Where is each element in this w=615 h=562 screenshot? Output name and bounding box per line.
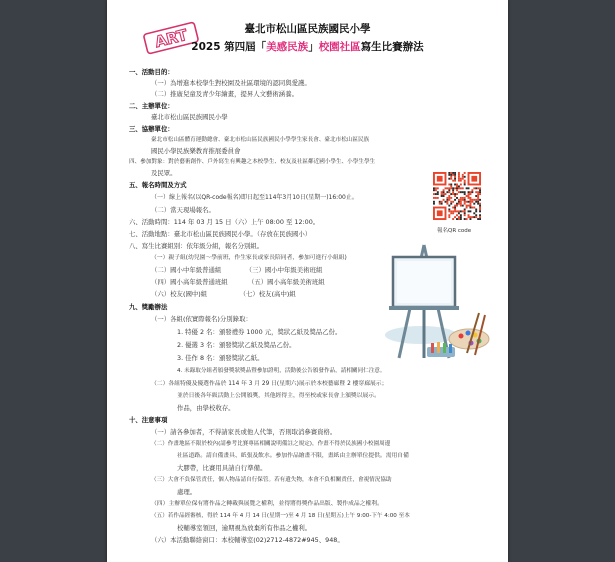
section-heading: 二、主辦單位： xyxy=(129,102,174,110)
section-heading: 五、報名時間及方式 xyxy=(129,181,187,189)
body-line: （二）各組特優及優選作品於 114 年 3 月 29 日(星期六)展示於本校藝廊暨 2 樓穿廊展示； xyxy=(151,381,388,387)
title-highlight-1: 美感民族 xyxy=(266,41,309,53)
body-line: （五）若作品經審核，得於 114 年 4 月 14 日(星期一)至 4 月 18 日(星期五)上午 9:00-下午 4:00 至本 xyxy=(151,513,410,519)
body-line: 校輔導室領回，逾期視為放棄所有作品之權利。 xyxy=(177,524,312,532)
body-line: （一）親子組(幼兒園～學前班，作生家長或家長陪同者，參加可進行小組組) xyxy=(151,255,347,261)
title-line-1: 臺北市松山區民族國民小學 xyxy=(244,23,371,35)
title-line-2: 2025 第四屆「美感民族」校園社區寫生比賽辦法 xyxy=(191,41,424,53)
qr-code-icon[interactable] xyxy=(433,172,481,220)
body-line: （三）大會不負保管責任，個人物品請自行保管。若有遺失物，本會不負相關責任，會視情況協助 xyxy=(151,477,392,483)
body-line: 3. 佳作 8 名：頒發獎狀乙紙。 xyxy=(177,354,264,362)
section-heading: 十、注意事項 xyxy=(129,416,168,424)
document-page xyxy=(107,0,508,562)
section-heading: 三、協辦單位： xyxy=(129,125,174,133)
body-line: 國民小學民族樂教育推展委員會 xyxy=(151,147,241,155)
body-line: 作品，由學校收存。 xyxy=(177,404,235,412)
body-line: 七、活動地點：臺北市松山區民族國民小學。（存放在民族國小） xyxy=(129,230,312,238)
section-heading: 九、獎勵辦法 xyxy=(129,303,168,311)
body-line: 六、活動時間：114 年 03 月 15 日（六）上午 08:00 至 12:00。 xyxy=(129,218,320,226)
body-line: （四）國小高年級普通班組 （五）國小高年級美術班組 xyxy=(151,278,325,286)
body-line: 大膠帶，比賽用具請自行準備。 xyxy=(177,464,267,472)
body-line: （二）當天現場報名。 xyxy=(151,206,215,214)
body-line: 四、參加對象：對於藝術創作、戶外寫生有興趣之本校學生、校友及社區鄰近國小學生、小學生學生 xyxy=(129,159,376,165)
body-line: （六）本活動聯絡窗口：本校輔導室(02)2712-4872#945、948。 xyxy=(151,536,344,544)
title-highlight-2: 校園社區 xyxy=(318,41,361,53)
body-line: （四）主辦單位保有將作品之轉載與展覽之權利，並得將得獎作品出版、製作成品之權利。 xyxy=(151,501,383,507)
body-line: 社區道路。請自備畫具、紙張及飲水。參加作品繪畫不限，畫紙由主辦單位提供。需用自備 xyxy=(177,453,409,459)
body-line: （一）各組(依實際報名)分別錄取： xyxy=(151,315,252,323)
body-line: （一）為增進本校學生對校園及社區環境的認同與愛護。 xyxy=(151,79,311,87)
body-line: 處理。 xyxy=(177,488,197,496)
body-line: 2. 優選 3 名：頒發獎狀乙紙及獎品乙份。 xyxy=(177,341,296,349)
body-line: （二）作畫地區不限於校內(請參考比賽專區相關說明備註之規定)，作畫不得於民族國小校園周邊 xyxy=(151,441,391,447)
body-line: 及民眾。 xyxy=(151,169,177,177)
body-line: 八、寫生比賽組別：依年級分組，報名分別組。 xyxy=(129,242,264,250)
logo-text: ART xyxy=(153,25,190,52)
body-line: 並於日後各年級活動上公開頒獎，其他經得主，得至校或家長會上頒獎以展示。 xyxy=(177,393,380,399)
body-line: （二）國小中年級普通組 （三）國小中年級美術班組 xyxy=(151,266,323,274)
body-line: 臺北市松山區民族國民小學 xyxy=(151,113,228,121)
section-heading: 一、活動目的： xyxy=(129,68,174,76)
body-line: 1. 特優 2 名：頒發禮券 1000 元，獎狀乙紙及獎品乙份。 xyxy=(177,328,342,336)
easel-painting-icon xyxy=(369,243,494,363)
body-line: 4. 未錄取分組者頒發獎狀獎品暨參加證明，活動後公告頒發作品，請相關同仁注意。 xyxy=(177,368,386,374)
body-line: （六）校友(國中)組 （七）校友(高中)組 xyxy=(151,290,296,298)
body-line: （一）線上報名(以QR-code報名)即日起至114年3月10日(星期一)16:00止。 xyxy=(151,194,358,201)
qr-caption: 報名QR code xyxy=(437,228,472,234)
body-line: 臺北市松山區體育運動總會、臺北市松山區民族國民小學學生家長會、臺北市松山區民族 xyxy=(151,137,370,143)
body-line: （一）請各參加者，不得請家長或他人代筆，否則取消參賽資格。 xyxy=(151,428,337,436)
body-line: （二）推廣兒童及青少年繪畫，提昇人文藝術涵養。 xyxy=(151,90,298,98)
